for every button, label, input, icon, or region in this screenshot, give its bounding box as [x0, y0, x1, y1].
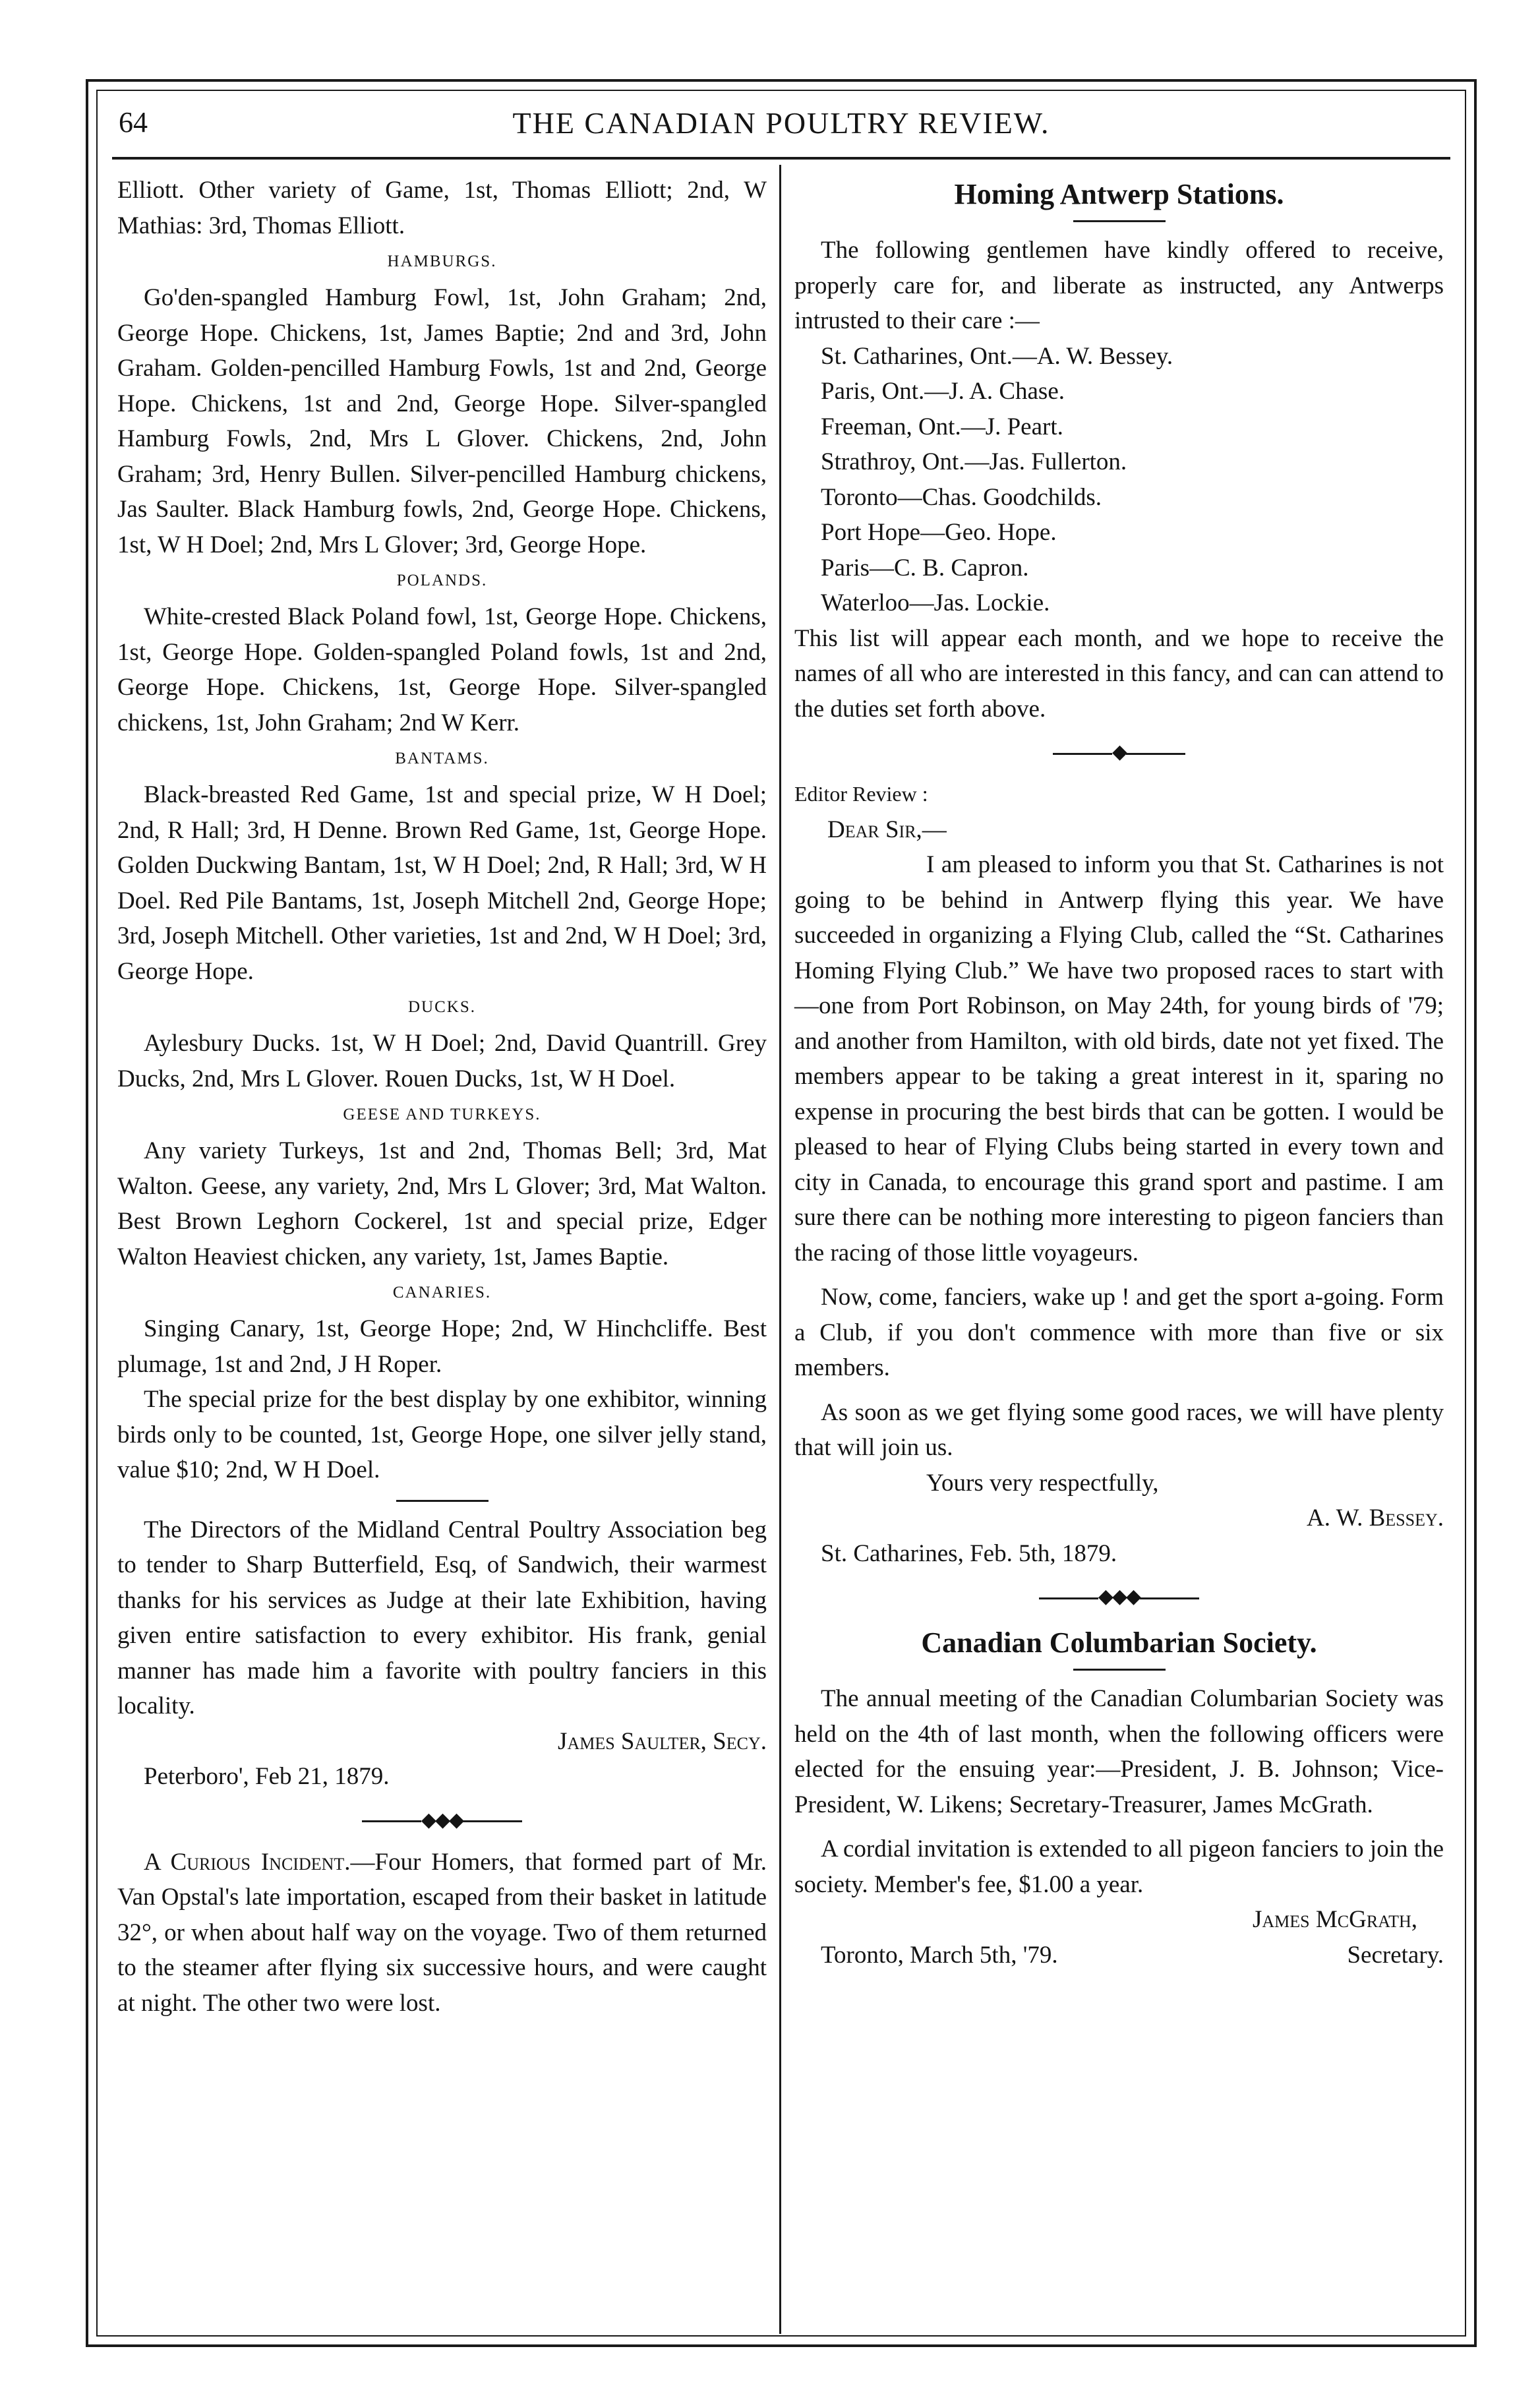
letter-closing: Yours very respectfully, [926, 1469, 1159, 1497]
homing-intro: The following gentlemen have kindly offered to receive, properly care for, and liberate as instructed, any Antwerps intrusted to their care :— [794, 237, 1444, 334]
curious-incident [117, 1845, 767, 2021]
section-heading-bantams: BANTAMS. [395, 750, 489, 767]
prize-list-continuation: Elliott. Other variety of Game, 1st, Thomas Elliott; 2nd, W Mathias: 3rd, Thomas Elliott. [117, 177, 767, 239]
station-item: Strathroy, Ont.—Jas. Fullerton. [821, 448, 1127, 475]
society-paragraph-1: The annual meeting of the Canadian Columbarian Society was held on the 4th of last month, when the following officers were elected for the ensuing year:—President, J. B. Johnson; Vice-President, W. Likens; Secretary-Treasurer, James McGrath. [794, 1685, 1444, 1818]
bantams-prizes: Black-breasted Red Game, 1st and special prize, W H Doel; 2nd, R Hall; 3rd, H Denne. Brown Red Game, 1st, George Hope. Golden Duckwing Bantam, 1st, W H Doel; 2nd, R Hall; 3rd, W H Doel. Red Pile Bantams, 1st, Joseph Mitchell 2nd, George Hope; 3rd, Joseph Mitchell. Other varieties, 1st and 2nd, W H Doel; 3rd, George Hope. [117, 781, 767, 985]
letter-greeting: Dear Sir,— [827, 816, 947, 843]
title-rule [1073, 1669, 1166, 1671]
society-signature-name: James McGrath, [1253, 1906, 1417, 1933]
curious-incident-body: —Four Homers, that formed part of Mr. Van Opstal's late importation, escaped from their basket in latitude 32°, or when about half way on the voyage. Two of them returned to the steamer after flying six successive hours, and were caught at night. The other two were lost. [117, 1848, 767, 2017]
stations-list [794, 339, 1444, 621]
society-dateline: Toronto, March 5th, '79. [821, 1941, 1058, 1969]
ornament-divider: ◆◆◆ [117, 1809, 767, 1832]
station-item: Paris, Ont.—J. A. Chase. [821, 378, 1065, 405]
society-dateline-row [794, 1938, 1444, 1973]
section-heading-polands: POLANDS. [396, 572, 488, 589]
directors-thanks: The Directors of the Midland Central Poultry Association beg to tender to Sharp Butterfield, Esq, of Sandwich, their warmest thanks for his services as Judge at their late Exhibition, having given entire satisfaction to every exhibitor. His frank, genial manner has made him a favorite with poultry fanciers in this locality. [117, 1516, 767, 1719]
section-heading-canaries: CANARIES. [392, 1284, 492, 1301]
station-item: Waterloo—Jas. Lockie. [821, 589, 1050, 616]
letter-signature: A. W. Bessey. [1307, 1505, 1444, 1532]
section-rule [396, 1500, 489, 1502]
station-item: Port Hope—Geo. Hope. [821, 519, 1057, 546]
right-column [794, 173, 1444, 1973]
special-prize-note: The special prize for the best display by one exhibitor, winning birds only to be counted, 1st, George Hope, one silver jelly stand, value $10; 2nd, W H Doel. [117, 1386, 767, 1483]
directors-signature: James Saulter, Secy. [558, 1727, 767, 1755]
section-heading-geese: GEESE AND TURKEYS. [343, 1106, 541, 1123]
station-item: Paris—C. B. Capron. [821, 554, 1029, 581]
canaries-prizes: Singing Canary, 1st, George Hope; 2nd, W Hinchcliffe. Best plumage, 1st and 2nd, J H Roper. [117, 1315, 767, 1378]
letter-dateline: St. Catharines, Feb. 5th, 1879. [821, 1539, 1117, 1567]
society-signature-title: Secretary. [1347, 1941, 1444, 1969]
station-item: Freeman, Ont.—J. Peart. [821, 413, 1063, 440]
ducks-prizes: Aylesbury Ducks. 1st, W H Doel; 2nd, David Quantrill. Grey Ducks, 2nd, Mrs L Glover. Rouen Ducks, 1st, W H Doel. [117, 1030, 767, 1092]
ornament-divider: ◆ [794, 741, 1444, 763]
ornament-divider: ◆◆◆ [794, 1586, 1444, 1608]
page-number: 64 [119, 106, 148, 138]
station-item: Toronto—Chas. Goodchilds. [821, 483, 1102, 511]
society-paragraph-2: A cordial invitation is extended to all pigeon fanciers to join the society. Member's fee, $1.00 a year. [794, 1835, 1444, 1898]
geese-prizes: Any variety Turkeys, 1st and 2nd, Thomas Bell; 3rd, Mat Walton. Geese, any variety, 2nd, Mrs L Glover; 3rd, Mat Walton. Best Brown Leghorn Cockerel, 1st and special prize, Edger Walton Heaviest chicken, any variety, 1st, James Baptie. [117, 1137, 767, 1270]
curious-incident-lead: A Curious Incident. [144, 1848, 351, 1876]
section-heading-hamburgs: HAMBURGS. [387, 253, 497, 270]
station-item: St. Catharines, Ont.—A. W. Bessey. [821, 342, 1173, 370]
society-title: Canadian Columbarian Society. [921, 1626, 1317, 1659]
polands-prizes: White-crested Black Poland fowl, 1st, George Hope. Chickens, 1st, George Hope. Golden-spangled Poland fowls, 1st and 2nd, George Hope. Chickens, 1st, George Hope. Silver-spangled chickens, 1st, John Graham; 2nd W Kerr. [117, 603, 767, 736]
homing-stations-title: Homing Antwerp Stations. [954, 178, 1284, 210]
letter-paragraph-3: As soon as we get flying some good races, we will have plenty that will join us. [794, 1398, 1444, 1461]
hamburgs-prizes: Go'den-spangled Hamburg Fowl, 1st, John Graham; 2nd, George Hope. Chickens, 1st, James Baptie; 2nd and 3rd, John Graham. Golden-pencilled Hamburg Fowls, 1st and 2nd, George Hope. Chickens, 1st and 2nd, George Hope. Silver-spangled Hamburg Fowls, 2nd, Mrs L Glover. Chickens, 2nd, John Graham; 3rd, Henry Bullen. Silver-pencilled Hamburg chickens, Jas Saulter. Black Hamburg fowls, 2nd, George Hope. Chickens, 1st, W H Doel; 2nd, Mrs L Glover; 3rd, George Hope. [117, 284, 767, 558]
left-column [117, 173, 767, 2021]
homing-outro: This list will appear each month, and we hope to receive the names of all who are interested in this fancy, and can can attend to the duties set forth above. [794, 624, 1444, 723]
section-heading-ducks: DUCKS. [408, 998, 476, 1016]
journal-title: THE CANADIAN POULTRY REVIEW. [512, 106, 1050, 140]
title-rule [1073, 220, 1166, 222]
letter-paragraph-2: Now, come, fanciers, wake up ! and get the sport a-going. Form a Club, if you don't commence with more than five or six members. [794, 1284, 1444, 1381]
editor-salutation: Editor Review : [794, 782, 928, 806]
column-divider [779, 165, 781, 2334]
page-header [112, 99, 1450, 152]
directors-dateline: Peterboro', Feb 21, 1879. [144, 1763, 390, 1790]
header-rule [112, 157, 1450, 160]
letter-paragraph-1: I am pleased to inform you that St. Catharines is not going to be behind in Antwerp flying this year. We have succeeded in organizing a Flying Club, called the “St. Catharines Homing Flying Club.” We have two proposed races to start with—one from Port Robinson, on May 24th, for young birds of '79; and another from Hamilton, with old birds, date not yet fixed. The members appear to be taking a great interest in it, sparing no expense in procuring the best birds that can be gotten. I would be pleased to hear of Flying Clubs being started in every town and city in Canada, to encourage this grand sport and pastime. I am sure there can be nothing more interesting to pigeon fanciers than the racing of those little voyageurs. [794, 851, 1444, 1266]
